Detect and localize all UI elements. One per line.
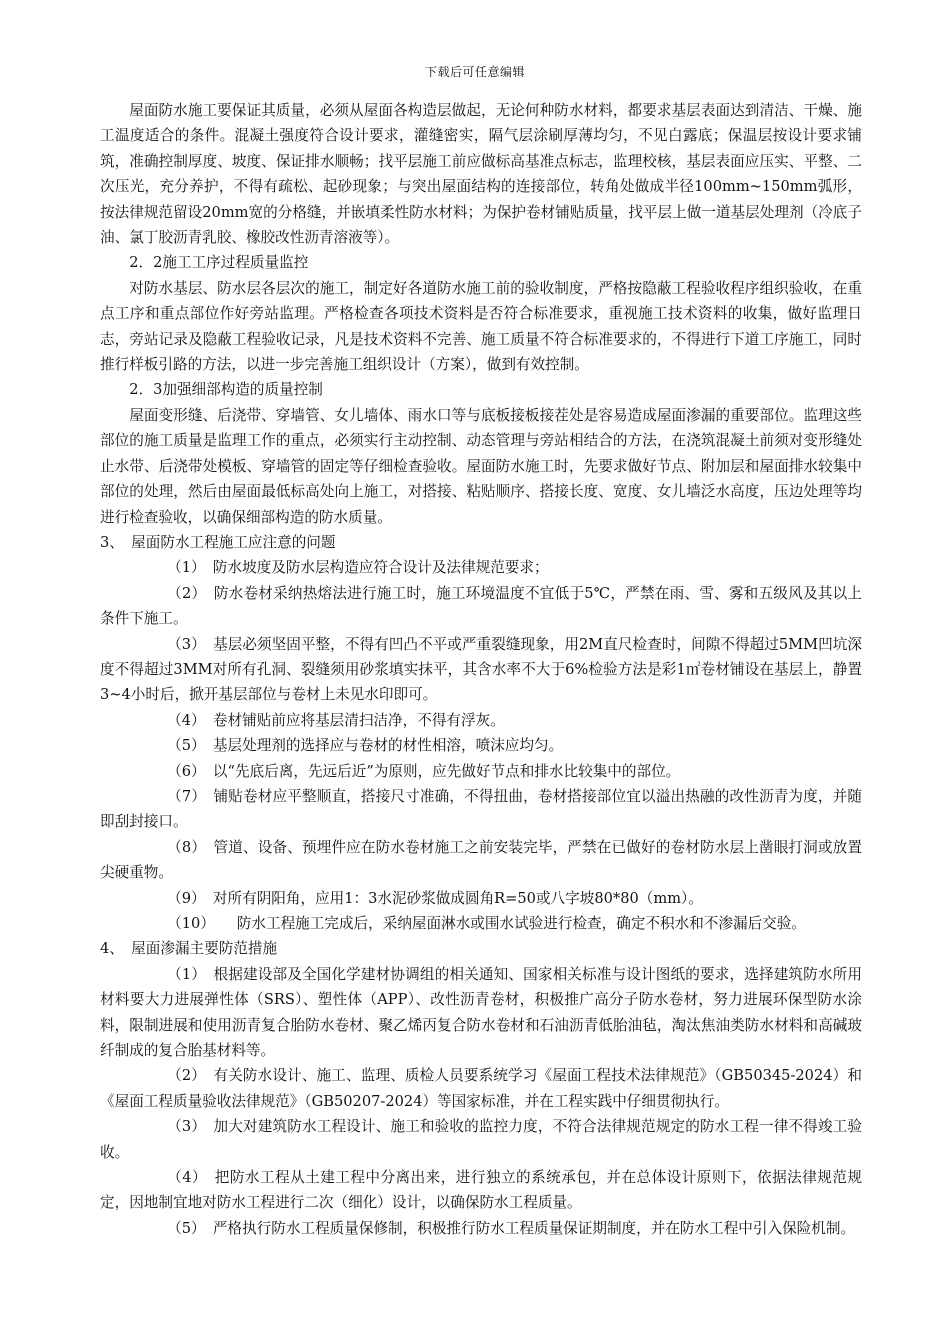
list-item: （4） 卷材铺贴前应将基层清扫洁净，不得有浮灰。 (167, 711, 505, 729)
section-heading-2-3: 2．3加强细部构造的质量控制 (129, 381, 323, 399)
section-heading-2-2: 2．2施工工序过程质量监控 (129, 254, 309, 272)
paragraph-detail-control: 屋面变形缝、后浇带、穿墙管、女儿墙体、雨水口等与底板接板接茬处是容易造成屋面渗漏的重要部位。监理这些部位的施工质量是监理工作的重点，必须实行主动控制、动态管理与旁站相结合的方法，在浇筑混凝土前须对变形缝处止水带、后浇带处模板、穿墙管的固定等仔细检查验收。屋面防水施工时，先要求做好节点、附加层和屋面排水较集中部位的处理，然后由屋面最低标高处向上施工，对搭接、粘贴顺序、搭接长度、宽度、女儿墙泛水高度，压边处理等均进行检查验收，以确保细部构造的防水质量。 (100, 406, 862, 526)
list-item: （8） 管道、设备、预埋件应在防水卷材施工之前安装完毕，严禁在已做好的卷材防水层上凿眼打洞或放置尖硬重物。 (100, 838, 862, 882)
paragraph-roof-quality: 屋面防水施工要保证其质量，必须从屋面各构造层做起，无论何种防水材料，都要求基层表面达到清洁、干燥、施工温度适合的条件。混凝土强度符合设计要求，灌缝密实，隔气层涂刷厚薄均匀，不见白露底；保温层按设计要求铺筑，准确控制厚度、坡度、保证排水顺畅；找平层施工前应做标高基准点标志，监理校核，基层表面应压实、平整、二次压光，充分养护，不得有疏松、起砂现象；与突出屋面结构的连接部位，转角处做成半径100mm~150mm弧形，按法律规范留设20mm宽的分格缝，并嵌填柔性防水材料；为保护卷材铺贴质量，找平层上做一道基层处理剂（冷底子油、氯丁胶沥青乳胶、橡胶改性沥青溶液等）。 (100, 102, 862, 247)
list-item: （5） 严格执行防水工程质量保修制，积极推行防水工程质量保证期制度，并在防水工程中引入保险机制。 (167, 1219, 856, 1237)
list-item: （7） 铺贴卷材应平整顺直，搭接尺寸准确，不得扭曲，卷材搭接部位宜以溢出热融的改性沥青为度，并随即刮封接口。 (100, 787, 862, 831)
list-item: （10） 防水工程施工完成后，采纳屋面淋水或围水试验进行检查，确定不积水和不渗漏后交验。 (167, 915, 806, 932)
page-header: 下载后可任意编辑 (424, 65, 525, 79)
list-item: （5） 基层处理剂的选择应与卷材的材性相溶，喷沫应均匀。 (167, 737, 564, 755)
list-item: （1） 根据建设部及全国化学建材协调组的相关通知、国家相关标准与设计图纸的要求，选择建筑防水所用材料要大力进展弹性体（SRS）、塑性体（APP）、改性沥青卷材，积极推广高分子防水卷材，努力进展环保型防水涂料，限制进展和使用沥青复合胎防水卷材、聚乙烯丙复合防水卷材和石油沥青低胎油毡，淘汰焦油类防水材料和高碱玻纤制成的复合胎基材料等。 (100, 965, 862, 1060)
document-body (100, 98, 862, 1241)
list-item: （2） 防水卷材采纳热熔法进行施工时，施工环境温度不宜低于5℃，严禁在雨、雪、雾和五级风及其以上条件下施工。 (100, 584, 862, 628)
section-heading-4: 4、 屋面渗漏主要防范措施 (100, 940, 278, 958)
list-item: （9） 对所有阴阳角，应用1：3水泥砂浆做成圆角R=50或八字坡80*80（mm）。 (167, 889, 703, 907)
list-item: （3） 基层必须坚固平整，不得有凹凸不平或严重裂缝现象，用2M直尺检查时，间隙不得超过5MM凹坑深度不得超过3MM对所有孔洞、裂缝须用砂浆填实抹平，其含水率不大于6%检验方法是彩1㎡卷材铺设在基层上，静置3~4小时后，掀开基层部位与卷材上未见水印即可。 (100, 635, 862, 704)
list-item: （4） 把防水工程从土建工程中分离出来，进行独立的系统承包，并在总体设计原则下，依据法律规范规定，因地制宜地对防水工程进行二次（细化）设计，以确保防水工程质量。 (100, 1169, 862, 1212)
section-heading-3: 3、 屋面防水工程施工应注意的问题 (100, 533, 336, 551)
list-item: （2） 有关防水设计、施工、监理、质检人员要系统学习《屋面工程技术法律规范》（GB50345-2024）和《屋面工程质量验收法律规范》（GB50207-2024）等国家标准，并在工程实践中仔细贯彻执行。 (100, 1067, 862, 1110)
list-item: （1） 防水坡度及防水层构造应符合设计及法律规范要求； (167, 559, 549, 577)
paragraph-process-control: 对防水基层、防水层各层次的施工，制定好各道防水施工前的验收制度，严格按隐蔽工程验收程序组织验收，在重点工序和重点部位作好旁站监理。严格检查各项技术资料是否符合标准要求，重视施工技术资料的收集，做好监理日志，旁站记录及隐蔽工程验收记录，凡是技术资料不完善、施工质量不符合标准要求的，不得进行下道工序施工，同时推行样板引路的方法，以进一步完善施工组织设计（方案），做到有效控制。 (100, 279, 862, 374)
list-item: （6） 以“先底后离，先远后近”为原则，应先做好节点和排水比较集中的部位。 (167, 762, 681, 780)
list-item: （3） 加大对建筑防水工程设计、施工和验收的监控力度，不符合法律规范规定的防水工程一律不得竣工验收。 (100, 1118, 862, 1161)
